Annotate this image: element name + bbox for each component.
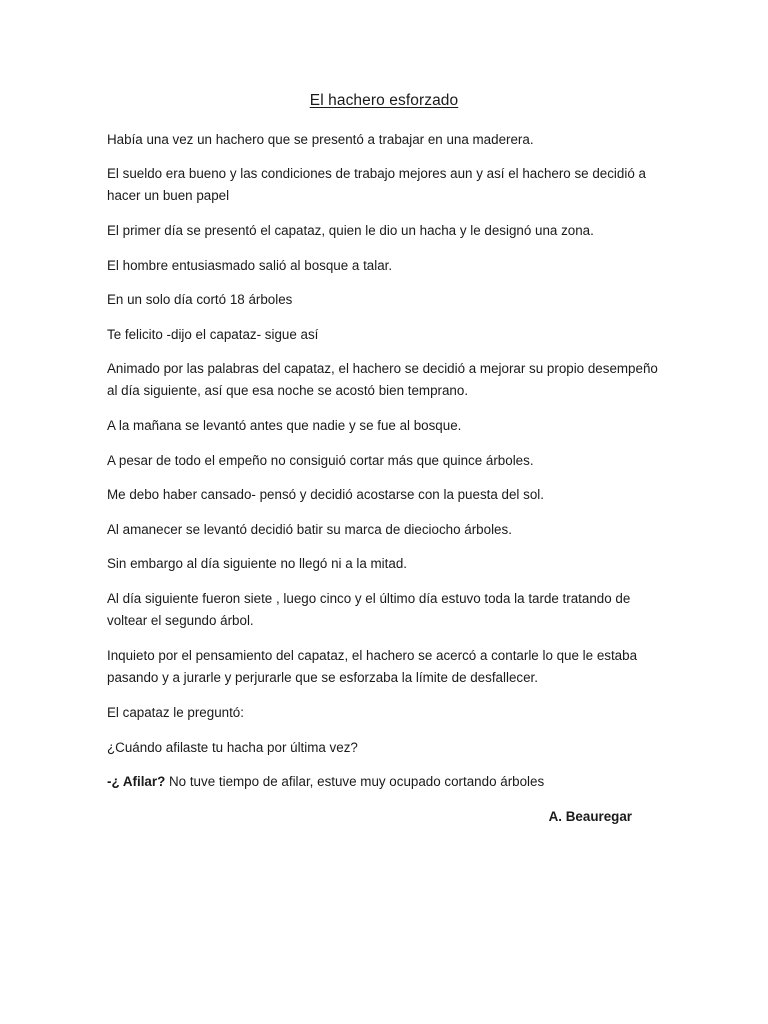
paragraph-10: Me debo haber cansado- pensó y decidió acostarse con la puesta del sol. [107, 487, 544, 502]
paragraph-1: Había una vez un hachero que se presentó a trabajar en una maderera. [107, 132, 534, 147]
paragraph-5: En un solo día cortó 18 árboles [107, 292, 293, 307]
paragraph-3: El primer día se presentó el capataz, quien le dio un hacha y le designó una zona. [107, 223, 594, 238]
last-line-rest: No tuve tiempo de afilar, estuve muy ocupado cortando árboles [165, 774, 545, 789]
paragraph-4: El hombre entusiasmado salió al bosque a talar. [107, 258, 393, 273]
paragraph-16: ¿Cuándo afilaste tu hacha por última vez? [107, 740, 358, 755]
paragraph-12: Sin embargo al día siguiente no llegó ni a la mitad. [107, 556, 407, 571]
last-line-bold: -¿ Afilar? [107, 774, 166, 789]
paragraph-11: Al amanecer se levantó decidió batir su marca de dieciocho árboles. [107, 522, 512, 537]
paragraph-2: El sueldo era bueno y las condiciones de trabajo mejores aun y así el hachero se decidió a hacer un buen papel [107, 166, 646, 203]
paragraph-9: A pesar de todo el empeño no consiguió cortar más que quince árboles. [107, 453, 534, 468]
paragraph-17 [107, 771, 667, 793]
paragraph-13: Al día siguiente fueron siete , luego cinco y el último día estuvo toda la tarde tratando de voltear el segundo árbol. [107, 591, 631, 628]
paragraph-8: A la mañana se levantó antes que nadie y se fue al bosque. [107, 418, 462, 433]
signature: A. Beauregar [548, 809, 632, 824]
paragraph-6: Te felicito -dijo el capataz- sigue así [107, 327, 319, 342]
document-title: El hachero esforzado [309, 92, 459, 109]
paragraph-14: Inquieto por el pensamiento del capataz, el hachero se acercó a contarle lo que le estaba pasando y a jurarle y perjurarle que se esforzaba la límite de desfallecer. [107, 648, 638, 685]
paragraph-15: El capataz le preguntó: [107, 705, 244, 720]
paragraph-7: Animado por las palabras del capataz, el hachero se decidió a mejorar su propio desempeño al día siguiente, así que esa noche se acostó bien temprano. [107, 361, 658, 398]
